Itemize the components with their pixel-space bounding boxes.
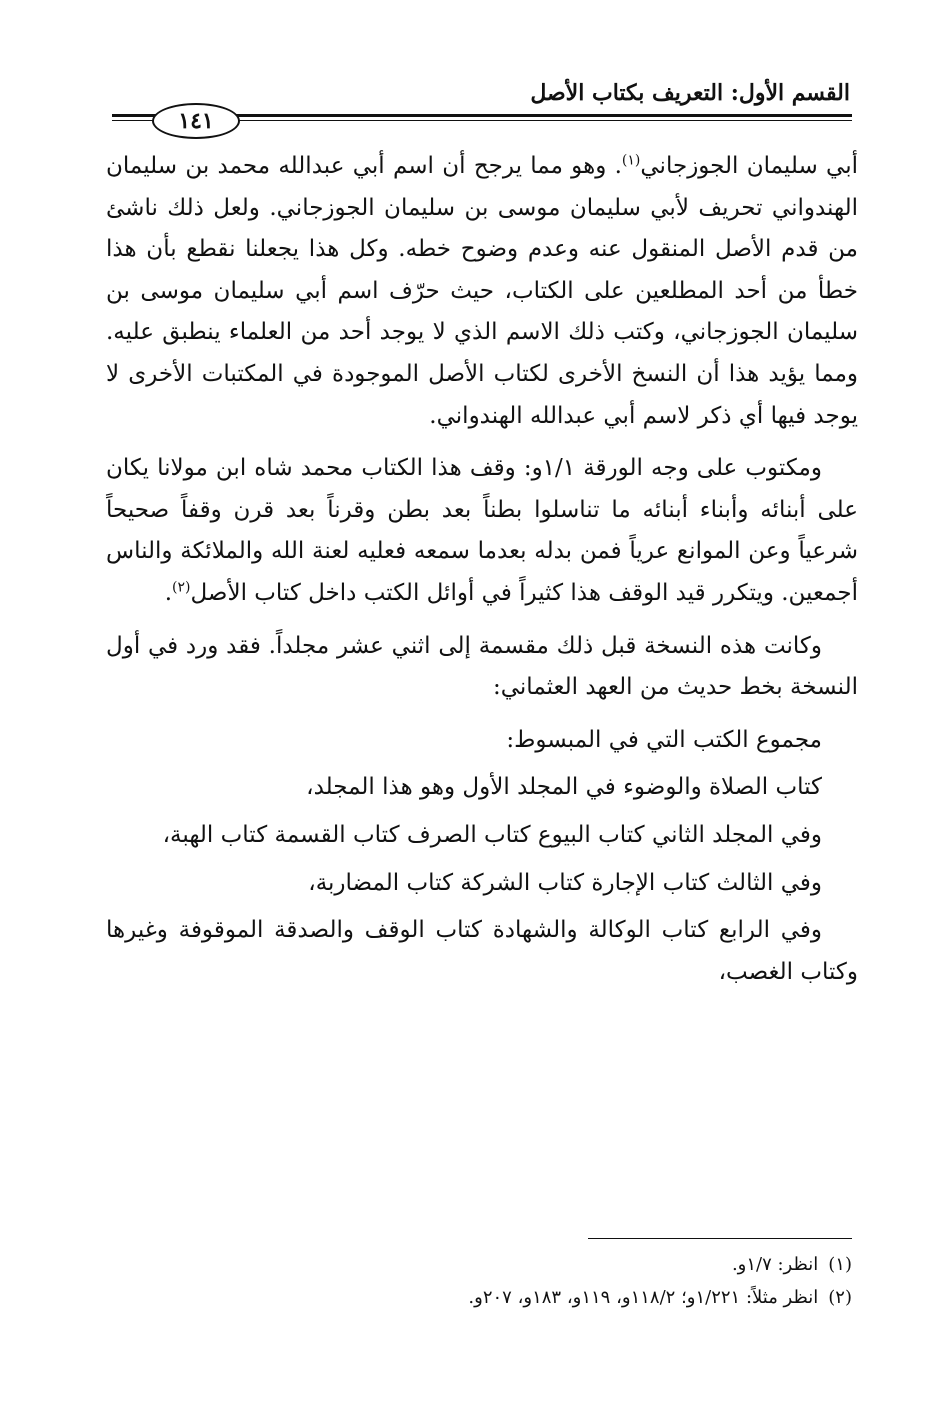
list-item-4: وفي الرابع كتاب الوكالة والشهادة كتاب الوقف والصدقة الموقوفة وغيرها وكتاب الغصب،: [106, 917, 858, 985]
footnote-2: [106, 1281, 852, 1314]
page-number: ١٤١: [152, 103, 240, 139]
footnotes: [106, 1248, 852, 1314]
footnote-2-number: (٢): [828, 1287, 852, 1308]
footnote-1: [106, 1248, 852, 1281]
footnote-ref-1: (١): [621, 152, 641, 169]
footnote-2-text: انظر مثلاً: ١/٢٢١و؛ ١١٨/٢و، ١١٩و، ١٨٣و، ٢٠٧و.: [468, 1287, 819, 1308]
paragraph-1-text-after: . وهو مما يرجح أن اسم أبي عبدالله محمد بن سليمان الهندواني تحريف لأبي سليمان موسى بن سليمان الجوزجاني. ولعل ذلك ناشئ من قدم الأصل المنقول عنه وعدم وضوح خطه. وكل هذا يجعلنا نقطع بأن هذا خطأ من أحد المطلعين على الكتاب، حيث حرّف اسم أبي سليمان موسى بن سليمان الجوزجاني، وكتب ذلك الاسم الذي لا يوجد أحد من العلماء ينطبق عليه. ومما يؤيد هذا أن النسخ الأخرى لكتاب الأصل الموجودة في المكتبات الأخرى لا يوجد فيها أي ذكر لاسم أبي عبدالله الهندواني.: [106, 153, 858, 429]
paragraph-2-text: ومكتوب على وجه الورقة ١/١و: وقف هذا الكتاب محمد شاه ابن مولانا يكان على أبنائه وأبناء أبنائه ما تناسلوا بطناً بعد بطن وقرناً بعد قرن وقفاً صحيحاً شرعياً وعن الموانع عرياً فمن بدله بعدما سمعه فعليه لعنة الله والملائكة والناس أجمعين. ويتكرر قيد الوقف هذا كثيراً في أوائل الكتب داخل كتاب الأصل: [106, 455, 858, 606]
footnote-ref-2: (٢): [172, 579, 191, 596]
paragraph-1-text: أبي سليمان الجوزجاني: [640, 153, 858, 179]
list-heading: مجموع الكتب التي في المبسوط:: [506, 726, 822, 753]
paragraph-3: وكانت هذه النسخة قبل ذلك مقسمة إلى اثني عشر مجلداً. فقد ورد في أول النسخة بخط حديث من العهد العثماني:: [106, 632, 858, 701]
list-item-2: وفي المجلد الثاني كتاب البيوع كتاب الصرف كتاب القسمة كتاب الهبة،: [162, 821, 822, 848]
footnote-rule: [588, 1238, 852, 1239]
footnote-1-number: (١): [828, 1254, 852, 1275]
paragraph-2: [106, 448, 858, 614]
list-item-3: وفي الثالث كتاب الإجارة كتاب الشركة كتاب المضاربة،: [308, 869, 822, 896]
body-text: [106, 146, 858, 993]
paragraph-2-text-after: .: [164, 579, 173, 606]
paragraph-1: [106, 146, 858, 437]
running-head: القسم الأول: التعريف بكتاب الأصل: [530, 80, 850, 106]
footnote-1-text: انظر: ١/٧و.: [731, 1254, 819, 1275]
list-item-1: كتاب الصلاة والوضوء في المجلد الأول وهو هذا المجلد،: [306, 774, 822, 801]
